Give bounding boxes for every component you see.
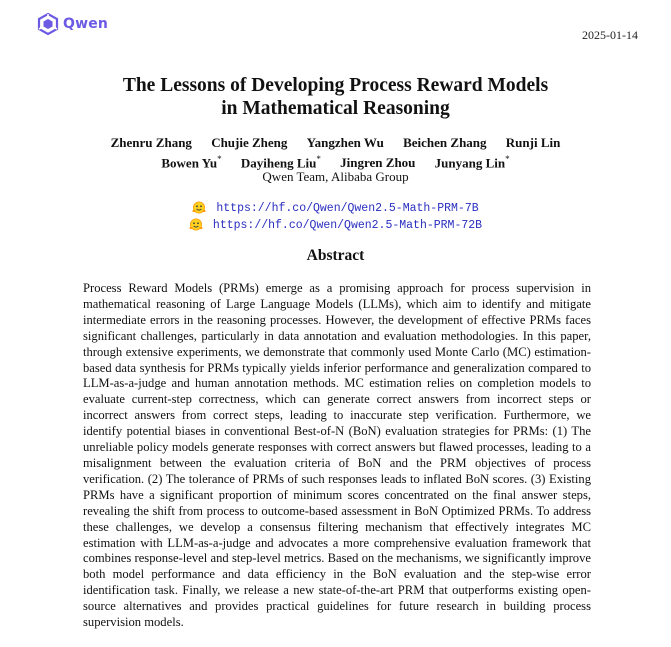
paper-title [0,74,671,120]
corresponding-mark: * [217,154,222,164]
author: Runji Lin [505,135,561,150]
publication-date: 2025-01-14 [582,28,638,42]
model-link-row [0,217,671,234]
author: Junyang Lin* [434,154,510,171]
qwen-logo-icon [36,12,60,36]
corresponding-mark: * [505,154,510,164]
paper-title-line-2: in Mathematical Reasoning [221,98,450,119]
author: Beichen Zhang [403,135,487,150]
model-link-7b[interactable]: https://hf.co/Qwen/Qwen2.5-Math-PRM-7B [216,202,479,215]
model-link-row [0,200,671,217]
author-row-1 [0,134,671,151]
model-link-72b[interactable]: https://hf.co/Qwen/Qwen2.5-Math-PRM-72B [212,219,483,232]
huggingface-icon [189,218,203,231]
brand-logo [36,12,108,36]
author: Yangzhen Wu [306,135,384,150]
author: Chujie Zheng [211,135,288,150]
brand-name: Qwen [63,16,109,32]
paper-title-line-1: The Lessons of Developing Process Reward Models [122,75,549,96]
author: Jingren Zhou [340,155,416,171]
abstract-text: Process Reward Models (PRMs) emerge as a promising approach for process supervision in mathematical reasoning of Large Language Models (LLMs), which aim to identify and mitigate intermediate errors in the reasoning processes. However, the development of effective PRMs faces significant challenges, particularly in data annotation and evaluation methodologies. In this paper, through extensive experiments, we demonstrate that commonly used Monte Carlo (MC) estimation-based data synthesis for PRMs typically yields inferior performance and generalization compared to LLM-as-a-judge and human annotation methods. MC estimation relies on completion models to evaluate current-step correctness, which can generate correct answers from incorrect steps or incorrect answers from correct steps, leading to inaccurate step verification. Furthermore, we identify potential biases in conventional Best-of-N (BoN) evaluation strategies for PRMs: (1) The unreliable policy models generate responses with correct answers but flawed processes, leading to a misalignment between the evaluation criteria of BoN and the PRM objectives of process verification. (2) The tolerance of PRMs of such responses leads to inflated BoN scores. (3) Existing PRMs have a significant proportion of minimum scores concentrated on the final answer steps, revealing the shift from process to outcome-based assessment in BoN Optimized PRMs. To address these challenges, we develop a consensus filtering mechanism that effectively integrates MC estimation with LLM-as-a-judge and advocates a more comprehensive evaluation framework that combines response-level and step-level metrics. Based on the mechanisms, we significantly improve both model performance and data efficiency in the BoN evaluation and the step-wise error identification task. Finally, we release a new state-of-the-art PRM that outperforms existing open-source alternatives and provides practical guidelines for future research in building process supervision models. [83,281,591,630]
huggingface-icon [192,201,206,214]
author: Zhenru Zhang [110,135,192,150]
author: Bowen Yu* [161,154,222,171]
abstract-heading: Abstract [306,247,365,264]
author: Dayiheng Liu* [240,154,321,171]
author-list [0,134,671,171]
affiliation: Qwen Team, Alibaba Group [262,169,409,184]
model-links [0,200,671,234]
corresponding-mark: * [316,154,321,164]
